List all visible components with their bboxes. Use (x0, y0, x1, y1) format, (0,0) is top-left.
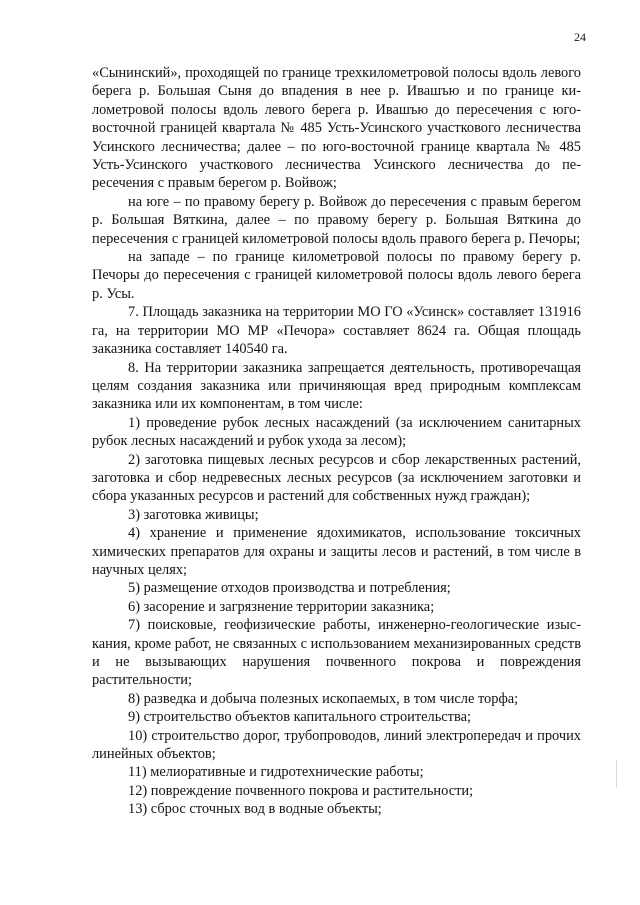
document-body (92, 64, 581, 819)
paragraph: 8. На территории заказника запрещается деятельность, противоречащая целям создания заказника или причиняющая вред природным комплексам заказника или их компонентам, в том числе: (92, 359, 581, 413)
list-item: 5) размещение отходов производства и потребления; (128, 580, 451, 597)
list-item: 12) повреждение почвенного покрова и растительности; (128, 782, 474, 799)
list-item: 2) заготовка пищевых лесных ресурсов и сбор лекарственных растений, заготовка и сбор недревесных лесных ресурсов (за исключением заготовки и сбора указанных ресурсов и растений для собственных нужд граждан); (92, 451, 581, 505)
list-item: 8) разведка и добыча полезных ископаемых, в том числе торфа; (128, 690, 519, 707)
paragraph: на западе – по границе километровой полосы по правому берегу р. Печоры до пересечения с границей километровой полосы вдоль левого берега р. Усы. (92, 249, 581, 302)
page-number: 24 (574, 30, 586, 44)
paragraph: на юге – по правому берегу р. Войвож до пересечения с правым берегом р. Большая Вяткина, далее – по правому берегу р. Большая Вяткина до пересечения с границей километровой полосы вдоль правого берега р. Печоры; (92, 193, 581, 247)
list-item: 6) засорение и загрязнение территории заказника; (128, 598, 435, 615)
list-item: 11) мелиоративные и гидротехнические работы; (128, 764, 424, 781)
list-item: 9) строительство объектов капитального строительства; (128, 709, 471, 726)
list-item: 13) сброс сточных вод в водные объекты; (128, 801, 382, 818)
paragraph: «Сынинский», проходящей по границе трехкилометровой полосы вдоль левого берега р. Большая Сыня до впадения в нее р. Ивашъю и по границе километровой полосы вдоль левого берега р. Ивашъю до пересечения с юго-восточной границей квартала № 485 Усть-Усинского участкового лесничества Усинского лесничества; далее – по юго-восточной границе квартала № 485 Усть-Усинского участкового лесничества Усинского лесничества до пересечения с правым берегом р. Войвож; (92, 65, 581, 192)
list-item: 1) проведение рубок лесных насаждений (за исключением санитарных рубок лесных насаждений и рубок ухода за лесом); (92, 414, 581, 450)
list-item: 7) поисковые, геофизические работы, инженерно-геологические изыскания, кроме работ, не связанных с использованием механизированных средств и не вызывающих нарушения почвенного покрова и повреждения растительности; (92, 617, 581, 689)
paragraph: 7. Площадь заказника на территории МО ГО «Усинск» составляет 131916 га, на территории МО МР «Печора» составляет 8624 га. Общая площадь заказника составляет 140540 га. (92, 304, 581, 358)
list-item: 10) строительство дорог, трубопроводов, линий электропередач и прочих линейных объектов; (92, 727, 581, 763)
list-item: 3) заготовка живицы; (128, 506, 259, 523)
list-item: 4) хранение и применение ядохимикатов, использование токсичных химических препаратов для охраны и защиты лесов и растений, в том числе в научных целях; (92, 525, 581, 578)
scan-artifact (616, 760, 617, 788)
